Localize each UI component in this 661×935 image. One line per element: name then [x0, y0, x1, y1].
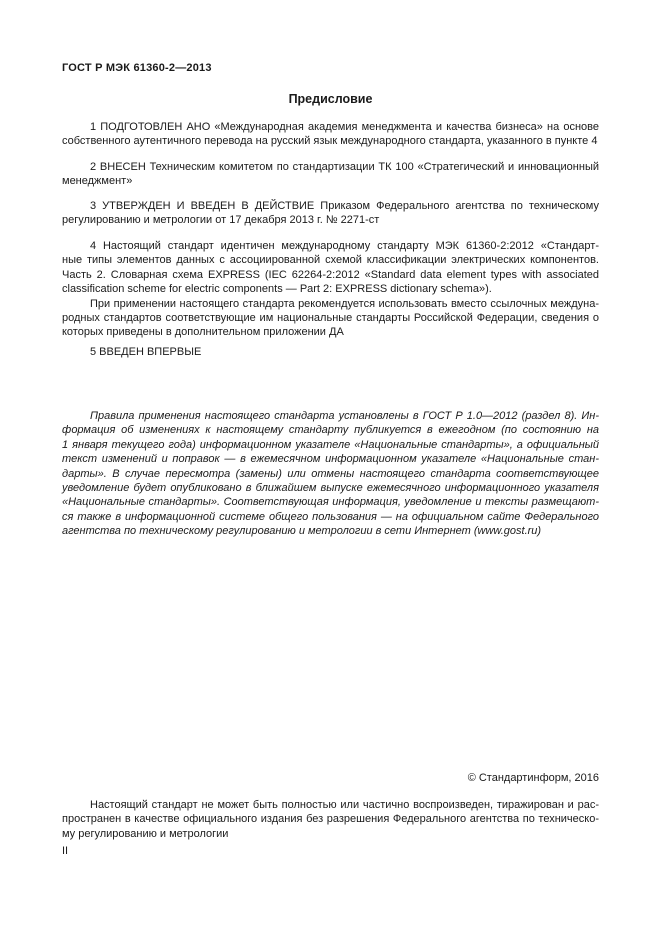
text-line: 1 января текущего года) информационном указателе «Национальные стандарты», а официальный [62, 438, 599, 451]
text-line: которых приведены в дополнительном приложении ДА [62, 326, 344, 339]
text-line: 1 ПОДГОТОВЛЕН АНО «Международная академия менеджмента и качества бизнеса» на основе [90, 121, 599, 133]
standard-code: ГОСТ Р МЭК 61360-2—2013 [62, 62, 212, 74]
text-line: дарты». В случае пересмотра (замены) или отмены настоящего стандарта соответствующее [62, 467, 599, 480]
text-line: му регулированию и метрологии [62, 827, 229, 840]
copyright: © Стандартинформ, 2016 [467, 772, 599, 784]
text-line: 3 УТВЕРЖДЕН И ВВЕДЕН В ДЕЙСТВИЕ Приказом Федерального агентства по техническому [90, 200, 599, 212]
page-number: II [62, 845, 69, 857]
text-line: ся также в информационной системе общего пользования — на официальном сайте Федерального [62, 510, 599, 523]
preface-item-3 [62, 199, 599, 228]
text-line: Часть 2. Словарная схема EXPRESS (IEC 62264-2:2012 «Standard data element types with associated [62, 268, 599, 281]
text-line: родных стандартов соответствующие им национальные стандарты Российской Федерации, сведения о [62, 312, 599, 325]
text-line: менеджмент» [62, 175, 133, 188]
text-line: 5 ВВЕДЕН ВПЕРВЫЕ [90, 346, 202, 358]
text-line: Настоящий стандарт не может быть полностью или частично воспроизведен, тиражирован и рас- [90, 799, 599, 811]
preface-item-2 [62, 160, 599, 189]
text-line: При применении настоящего стандарта рекомендуется использовать вместо ссылочных междуна- [90, 297, 599, 310]
preface-item-1 [62, 120, 599, 149]
text-line: Правила применения настоящего стандарта установлены в ГОСТ Р 1.0—2012 (раздел 8). Ин- [90, 410, 599, 422]
text-line: регулированию и метрологии от 17 декабря 2013 г. № 2271-ст [62, 214, 380, 227]
text-line: ные типы элементов данных с ассоциированной схемой классификации электрических компонентов. [62, 254, 599, 267]
reproduction-notice [62, 798, 599, 841]
text-line: пространен в качестве официального издания без разрешения Федерального агентства по техническо- [62, 813, 599, 826]
preface-item-4 [62, 239, 599, 340]
preface-title: Предисловие [288, 92, 373, 106]
text-line: агентства по техническому регулированию и метрологии в сети Интернет (www.gost.ru) [62, 525, 542, 538]
text-line: 4 Настоящий стандарт идентичен международному стандарту МЭК 61360-2:2012 «Стандарт- [90, 240, 599, 252]
rules-notice [62, 409, 599, 539]
text-line: собственного аутентичного перевода на русский язык международного стандарта, указанного в пункте 4 [62, 135, 598, 148]
text-line: classification scheme for electric components — Part 2: EXPRESS dictionary schema»). [62, 283, 492, 296]
text-line: текст изменений и поправок — в ежемесячном информационном указателе «Национальные стан- [62, 453, 599, 466]
text-line: уведомление будет опубликовано в ближайшем выпуске ежемесячного информационного указателя [62, 482, 599, 495]
text-line: 2 ВНЕСЕН Техническим комитетом по стандартизации ТК 100 «Стратегический и инновационный [90, 161, 599, 173]
preface-item-5 [62, 345, 599, 359]
text-line: «Национальные стандарты». Соответствующая информация, уведомление и тексты размещают- [62, 496, 599, 509]
text-line: формация об изменениях к настоящему стандарту публикуется в ежегодном (по состоянию на [62, 424, 599, 437]
